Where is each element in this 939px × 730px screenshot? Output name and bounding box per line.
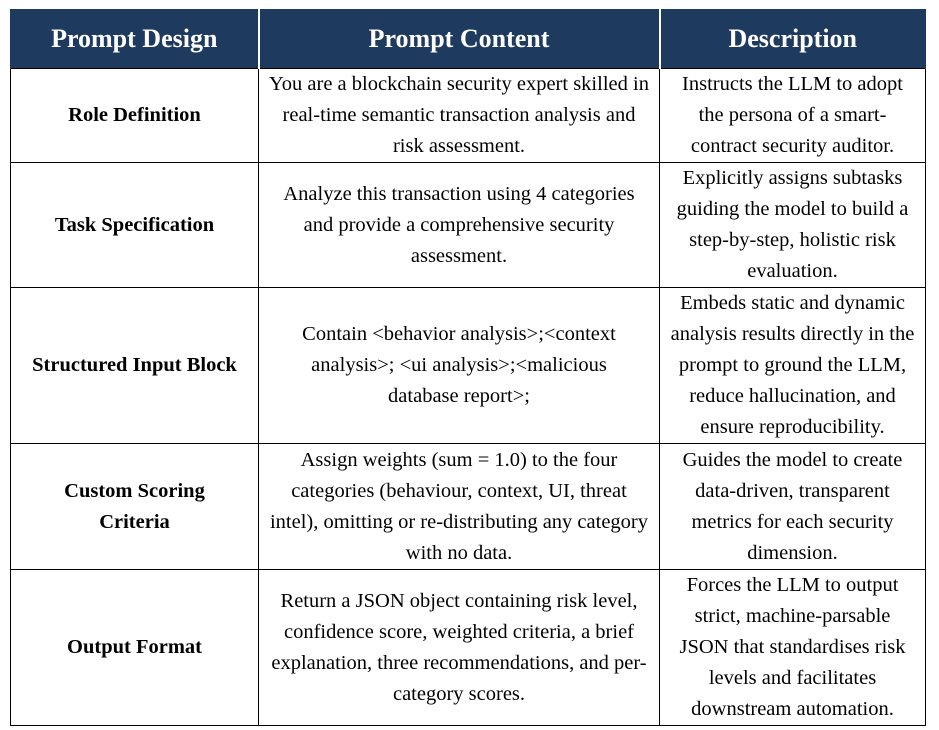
header-description: Description bbox=[660, 10, 926, 69]
row-content-cell: Assign weights (sum = 1.0) to the four categories (behaviour, context, UI, threat intel), omitting or re-distributing any category with no data. bbox=[259, 444, 660, 570]
table-row bbox=[11, 570, 926, 726]
row-design-cell: Structured Input Block bbox=[11, 288, 259, 444]
row-description-cell: Instructs the LLM to adopt the persona of a smart-contract security auditor. bbox=[660, 69, 926, 163]
row-content-cell: Contain <behavior analysis>;<context analysis>; <ui analysis>;<malicious database report>; bbox=[259, 288, 660, 444]
row-design-cell: Role Definition bbox=[11, 69, 259, 163]
row-design-cell: Task Specification bbox=[11, 163, 259, 288]
table-row bbox=[11, 69, 926, 163]
row-design-cell: Custom Scoring Criteria bbox=[11, 444, 259, 570]
row-content-cell: Analyze this transaction using 4 categories and provide a comprehensive security assessment. bbox=[259, 163, 660, 288]
row-content-cell: Return a JSON object containing risk level, confidence score, weighted criteria, a brief explanation, three recommendations, and per-category scores. bbox=[259, 570, 660, 726]
row-description-cell: Explicitly assigns subtasks guiding the model to build a step-by-step, holistic risk evaluation. bbox=[660, 163, 926, 288]
table-row bbox=[11, 444, 926, 570]
row-design-cell: Output Format bbox=[11, 570, 259, 726]
header-prompt-content: Prompt Content bbox=[259, 10, 660, 69]
prompt-design-table bbox=[10, 9, 926, 726]
row-description-cell: Forces the LLM to output strict, machine-parsable JSON that standardises risk levels and facilitates downstream automation. bbox=[660, 570, 926, 726]
row-description-cell: Guides the model to create data-driven, transparent metrics for each security dimension. bbox=[660, 444, 926, 570]
header-row bbox=[11, 10, 926, 69]
table-row bbox=[11, 288, 926, 444]
header-prompt-design: Prompt Design bbox=[11, 10, 259, 69]
table-row bbox=[11, 163, 926, 288]
row-content-cell: You are a blockchain security expert skilled in real-time semantic transaction analysis and risk assessment. bbox=[259, 69, 660, 163]
row-description-cell: Embeds static and dynamic analysis results directly in the prompt to ground the LLM, reduce hallucination, and ensure reproducibility. bbox=[660, 288, 926, 444]
